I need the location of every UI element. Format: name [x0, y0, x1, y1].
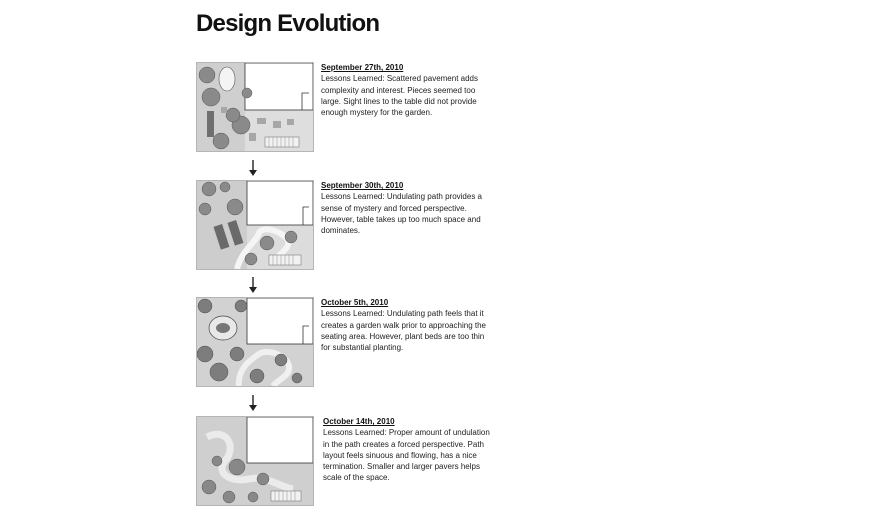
entry-lesson: Lessons Learned: Scattered pavement adds complexity and interest. Pieces seemed too large. Sight lines to the table did not provide enough mystery for the garden. [321, 74, 478, 118]
down-arrow-icon [248, 277, 258, 293]
entry-date: September 30th, 2010 [321, 181, 404, 190]
plan-drawing-1 [196, 62, 314, 152]
timeline-entry-4 [323, 416, 491, 484]
site-plan-2-svg [197, 181, 313, 269]
page-title: Design Evolution [196, 10, 380, 37]
entry-lesson: Lessons Learned: Undulating path feels that it creates a garden walk prior to approaching the seating area. However, plant beds are too thin for substantial planting. [321, 309, 486, 353]
timeline-entry-1 [321, 62, 486, 118]
down-arrow-icon [248, 395, 258, 411]
entry-lesson: Lessons Learned: Proper amount of undulation in the path creates a forced perspective. Path layout feels sinuous and flowing, has a nice termination. Smaller and larger pavers helps scale of the space. [323, 428, 490, 483]
entry-date: September 27th, 2010 [321, 63, 404, 72]
entry-lesson: Lessons Learned: Undulating path provides a sense of mystery and forced perspective. However, table takes up too much space and dominates. [321, 192, 482, 236]
timeline-entry-3 [321, 297, 486, 353]
plan-drawing-3 [196, 297, 314, 387]
site-plan-3-svg [197, 298, 313, 386]
down-arrow-icon [248, 160, 258, 176]
entry-date: October 5th, 2010 [321, 298, 389, 307]
plan-drawing-2 [196, 180, 314, 270]
site-plan-1-svg [197, 63, 313, 151]
site-plan-4-svg [197, 417, 313, 505]
plan-drawing-4 [196, 416, 314, 506]
timeline-entry-2 [321, 180, 486, 236]
entry-date: October 14th, 2010 [323, 417, 395, 426]
